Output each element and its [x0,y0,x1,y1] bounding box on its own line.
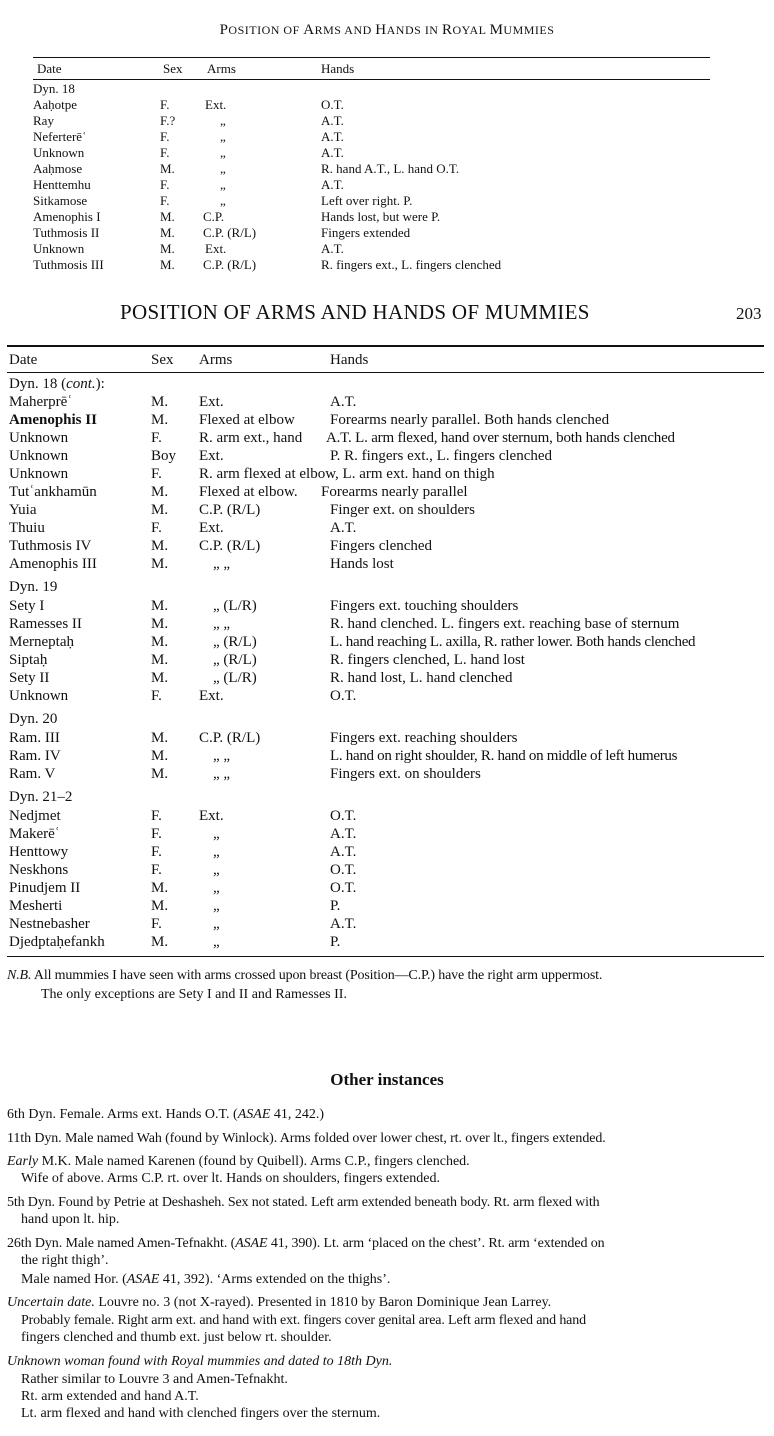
row-sex: F. [160,129,170,144]
row-date: Merneptaḥ [9,634,74,650]
row-arms: C.P. [203,209,224,224]
row-date: Makerēʿ [9,826,60,842]
table-row [0,193,774,209]
row-arms: „ „ [213,748,231,764]
row-hands: Fingers extended [321,225,411,240]
table-row [0,915,774,933]
group-label-text: Dyn. 18 ( [9,376,67,392]
table1-header-date: Date [37,61,62,76]
table-row [0,615,774,633]
row-date: Tuthmosis II [33,225,100,240]
row-date: Tuthmosis IV [9,538,92,554]
row-date: Maherprēʿ [9,394,73,410]
row-date: Ram. IV [9,748,61,764]
row-sex: M. [151,652,169,668]
row-arms: „ [220,193,226,208]
instance-uncertain-date [7,1294,551,1311]
instance-hor [21,1271,390,1288]
row-sex: F. [151,520,162,536]
row-arms: C.P. (R/L) [203,257,257,272]
table-row [0,161,774,177]
row-hands: A.T. [321,129,344,144]
group-label-dyn20: Dyn. 20 [9,711,58,727]
row-sex: M. [151,898,169,914]
table-row [0,807,774,825]
table-row [0,145,774,161]
table-row [0,669,774,687]
table-row [0,97,774,113]
row-date: Henttemhu [33,177,91,192]
row-arms: C.P. (R/L) [199,730,261,746]
row-date: Aaḥmose [33,161,83,176]
row-sex: M. [151,730,169,746]
row-date: Nestnebasher [9,916,90,932]
row-date: Amenophis I [33,209,101,224]
row-date: Sety II [9,670,50,686]
row-hands: Hands lost [330,556,394,572]
row-hands: Hands lost, but were P. [321,209,441,224]
table-row [0,483,774,501]
row-sex: F.? [160,113,176,128]
title-word: ANDS IN [386,23,442,37]
row-hands: A.T. [321,113,344,128]
row-hands: O.T. [330,688,357,704]
row-hands: Fingers ext. touching shoulders [330,598,519,614]
table-row [0,747,774,765]
row-hands: O.T. [330,862,357,878]
instance-6th-dyn [7,1106,324,1123]
table-row [0,633,774,651]
row-arms: „ (L/R) [213,598,257,614]
italic-qualifier: Early [7,1154,39,1169]
row-sex: M. [151,634,169,650]
row-date: Tuthmosis III [33,257,104,272]
table-row [0,861,774,879]
row-arms: Ext. [199,520,224,536]
table1-header-hands: Hands [321,61,355,76]
title-letter: P [219,22,229,38]
row-hands: O.T. [321,97,344,112]
table-row [0,209,774,225]
table-row [0,519,774,537]
table1-group-label: Dyn. 18 [33,81,75,96]
table-row [0,537,774,555]
table2-bottom-rule [7,956,764,957]
row-date: Unknown [9,448,69,464]
row-hands: Fingers clenched [330,538,433,554]
row-hands: A.T. [330,520,357,536]
instance-text: 6th Dyn. Female. Arms ext. Hands O.T. ( [7,1107,238,1122]
title-letter: M [489,22,504,38]
title-word: OYAL [452,23,490,37]
row-date: Thuiu [9,520,45,536]
table-row [0,225,774,241]
table2-header-rule [7,372,764,373]
row-arms: „ [220,177,226,192]
row-hands: Left over right. P. [321,193,413,208]
nb-label: N.B. [7,968,32,983]
row-hands: A.T. [330,916,357,932]
row-sex: M. [151,412,169,428]
instance-unknown-woman-line4: Lt. arm flexed and hand with clenched fingers over the sternum. [21,1406,381,1421]
row-date: Ram. III [9,730,60,746]
row-arms: „ [213,826,220,842]
row-arms: „ [213,880,220,896]
row-arms: „ „ [213,766,231,782]
row-date: Unknown [33,241,85,256]
table-row [0,765,774,783]
row-hands: Fingers ext. reaching shoulders [330,730,518,746]
instance-text: M.K. Male named Karenen (found by Quibell). Arms C.P., fingers clenched. [38,1154,470,1169]
instance-text: 41, 392). ‘Arms extended on the thighs’. [159,1272,391,1287]
row-sex: F. [151,466,162,482]
row-sex: F. [160,145,170,160]
row-arms: C.P. (R/L) [203,225,257,240]
row-date: Yuia [9,502,37,518]
row-hands: Finger ext. on shoulders [330,502,475,518]
row-sex: M. [151,556,169,572]
row-date: Pinudjem II [9,880,81,896]
instance-text: Louvre no. 3 (not X-rayed). Presented in 1810 by Baron Dominique Jean Larrey. [94,1295,552,1310]
row-hands: Fingers ext. on shoulders [330,766,481,782]
row-hands: R. hand clenched. L. fingers ext. reaching base of sternum [330,616,680,632]
table-row [0,447,774,465]
row-arms: „ „ [213,616,231,632]
row-sex: M. [151,616,169,632]
table1-header-sex: Sex [163,61,183,76]
instance-5th-dyn: 5th Dyn. Found by Petrie at Deshasheh. Sex not stated. Left arm extended beneath body. Rt. arm flexed with [7,1195,600,1210]
row-date: Unknown [9,430,69,446]
row-date: Neferterēʿ [33,129,87,144]
row-arms: „ (L/R) [213,670,257,686]
row-hands: A.T. [321,177,344,192]
table2-top-rule [7,345,764,347]
row-hands: A.T. [321,145,344,160]
row-sex: M. [151,748,169,764]
row-hands: R. hand lost, L. hand clenched [330,670,513,686]
table-row [0,897,774,915]
row-date: Henttowy [9,844,69,860]
instance-unknown-woman [7,1353,392,1370]
instance-unknown-woman-line3: Rt. arm extended and hand A.T. [21,1389,199,1404]
nb-note-line1 [7,966,602,985]
row-hands: P. R. fingers ext., L. fingers clenched [330,448,553,464]
table-row [0,241,774,257]
row-sex: M. [151,670,169,686]
table1-header-arms: Arms [207,61,236,76]
row-date: Unknown [33,145,85,160]
title-letter: R [441,22,453,38]
row-arms: „ [213,844,220,860]
title-letter: H [375,22,387,38]
table-row [0,843,774,861]
table-row [0,411,774,429]
row-arms: Ext. [199,688,224,704]
row-sex: Boy [151,448,177,464]
page-number: 203 [736,304,762,323]
table2-header-hands: Hands [330,352,369,368]
table2-header-sex: Sex [151,352,174,368]
instance-text: 26th Dyn. Male named Amen-Tefnakht. ( [7,1236,236,1251]
row-hands: R. fingers clenched, L. hand lost [330,652,525,668]
row-arms: „ „ [213,556,231,572]
row-date: Nedjmet [9,808,61,824]
row-sex: F. [151,808,162,824]
row-sex: M. [151,598,169,614]
table-row [0,177,774,193]
row-hands: A.T. L. arm flexed, hand over sternum, both hands clenched [326,430,675,446]
row-arms: Ext. [205,241,227,256]
table-row [0,113,774,129]
row-date: Mesherti [9,898,63,914]
row-date: Neskhons [9,862,69,878]
title-word: UMMIES [503,23,555,37]
table-row [0,825,774,843]
instance-wife-of-above: Wife of above. Arms C.P. rt. over lt. Hands on shoulders, fingers extended. [21,1171,440,1186]
title-word: OSITION OF [228,23,304,37]
row-arms: R. arm ext., hand [199,430,303,446]
instance-26th-dyn-cont: the right thigh’. [21,1253,109,1268]
row-sex: M. [160,241,175,256]
row-arms: „ [220,113,226,128]
group-label-dyn19: Dyn. 19 [9,579,58,595]
instance-text: 41, 242.) [270,1107,325,1122]
instance-louvre-desc-cont: fingers clenched and thumb ext. just below rt. shoulder. [21,1330,332,1345]
row-arms: Flexed at elbow [199,412,295,428]
table2-header-arms: Arms [199,352,233,368]
table-row [0,651,774,669]
group-label-dyn18-cont [9,376,105,393]
row-arms: „ (R/L) [213,652,257,668]
row-sex: F. [151,844,162,860]
row-sex: F. [160,193,170,208]
row-hands: Forearms nearly parallel [321,484,468,500]
table-row [0,879,774,897]
row-sex: F. [151,688,162,704]
row-sex: M. [151,538,169,554]
table1-header-rule [33,79,710,80]
row-sex: M. [151,394,169,410]
row-arms: „ (R/L) [213,634,257,650]
row-arms: „ [220,161,226,176]
instance-11th-dyn: 11th Dyn. Male named Wah (found by Winlock). Arms folded over lower chest, rt. over lt., fingers extended. [7,1131,606,1146]
row-hands: R. hand A.T., L. hand O.T. [321,161,460,176]
row-arms: Ext. [199,394,224,410]
row-sex: M. [151,766,169,782]
row-arms: Flexed at elbow. [199,484,298,500]
row-hands: A.T. [330,394,357,410]
row-arms: R. arm flexed at elbow, L. arm ext. hand on thigh [199,466,495,482]
row-sex: M. [160,161,175,176]
table-row [0,933,774,951]
row-date: Djedptaḥefankh [9,934,105,950]
journal-abbrev: ASAE [237,1107,271,1122]
row-arms: C.P. (R/L) [199,538,261,554]
row-hands: O.T. [330,808,357,824]
table1-top-rule [33,57,710,58]
row-hands: A.T. [330,826,357,842]
row-arms: „ [220,145,226,160]
row-sex: M. [160,209,175,224]
row-sex: F. [151,826,162,842]
row-date: Siptaḥ [9,652,48,668]
row-sex: F. [151,916,162,932]
row-arms: Ext. [205,97,227,112]
row-hands: Forearms nearly parallel. Both hands clenched [330,412,610,428]
instance-5th-dyn-cont: hand upon lt. hip. [21,1212,120,1227]
row-sex: M. [151,880,169,896]
row-hands: O.T. [330,880,357,896]
row-sex: M. [151,934,169,950]
page-title: POSITION OF ARMS AND HANDS OF MUMMIES [120,300,590,324]
row-hands: P. [330,934,341,950]
row-arms: „ [213,934,220,950]
row-sex: M. [160,257,175,272]
table-row [0,429,774,447]
section-title-other-instances: Other instances [330,1070,444,1089]
row-hands: A.T. [330,844,357,860]
nb-note-line2: The only exceptions are Sety I and II and Ramesses II. [41,987,347,1002]
top-page-title [0,22,774,39]
row-arms: „ [213,862,220,878]
table-row [0,129,774,145]
row-hands: R. fingers ext., L. fingers clenched [321,257,502,272]
row-date: Sety I [9,598,45,614]
row-sex: F. [160,177,170,192]
table-row [0,257,774,273]
table-row [0,555,774,573]
row-arms: Ext. [199,808,224,824]
row-date: Aaḥotpe [33,97,78,112]
row-sex: M. [151,484,169,500]
table-row [0,465,774,483]
row-hands: P. [330,898,341,914]
row-date: Amenophis III [9,556,97,572]
group-label-dyn21-2: Dyn. 21–2 [9,789,73,805]
row-arms: „ [220,129,226,144]
instance-text: 41, 390). Lt. arm ‘placed on the chest’. Rt. arm ‘extended on [267,1236,605,1251]
row-hands: A.T. [321,241,344,256]
instance-louvre-desc: Probably female. Right arm ext. and hand with ext. fingers cover genital area. Left arm flexed and hand [21,1313,586,1328]
italic-heading: Unknown woman found with Royal mummies and dated to 18th Dyn. [7,1354,393,1369]
table2-header-date: Date [9,352,38,368]
italic-qualifier: Uncertain date. [7,1295,95,1310]
title-letter: A [303,22,315,38]
row-date: Sitkamose [33,193,88,208]
row-date: Unknown [9,466,69,482]
row-date: Unknown [9,688,69,704]
instance-unknown-woman-line2: Rather similar to Louvre 3 and Amen-Tefnakht. [21,1372,288,1387]
row-hands: L. hand reaching L. axilla, R. rather lower. Both hands clenched [330,634,696,650]
row-arms: Ext. [199,448,224,464]
row-date: Tutʿankhamūn [9,484,97,500]
row-sex: M. [160,225,175,240]
row-sex: F. [151,430,162,446]
title-word: RMS AND [314,23,376,37]
row-sex: M. [151,502,169,518]
row-date: Ray [33,113,54,128]
row-arms: C.P. (R/L) [199,502,261,518]
row-date: Ram. V [9,766,56,782]
instance-26th-dyn [7,1235,605,1252]
table-row [0,729,774,747]
table-row [0,597,774,615]
row-sex: F. [151,862,162,878]
row-arms: „ [213,916,220,932]
row-arms: „ [213,898,220,914]
row-date: Amenophis II [9,412,97,428]
journal-abbrev: ASAE [126,1272,160,1287]
nb-text: All mummies I have seen with arms crossed upon breast (Position—C.P.) have the right arm uppermost. [31,968,603,983]
table-row [0,393,774,411]
journal-abbrev: ASAE [235,1236,268,1251]
table-row [0,501,774,519]
table-row [0,687,774,705]
row-date: Ramesses II [9,616,82,632]
row-sex: F. [160,97,170,112]
group-label-italic: cont. [66,376,96,392]
instance-text: Male named Hor. ( [21,1272,127,1287]
group-label-close: ): [95,376,105,392]
row-hands: L. hand on right shoulder, R. hand on middle of left humerus [330,748,678,764]
instance-early-mk [7,1153,470,1170]
